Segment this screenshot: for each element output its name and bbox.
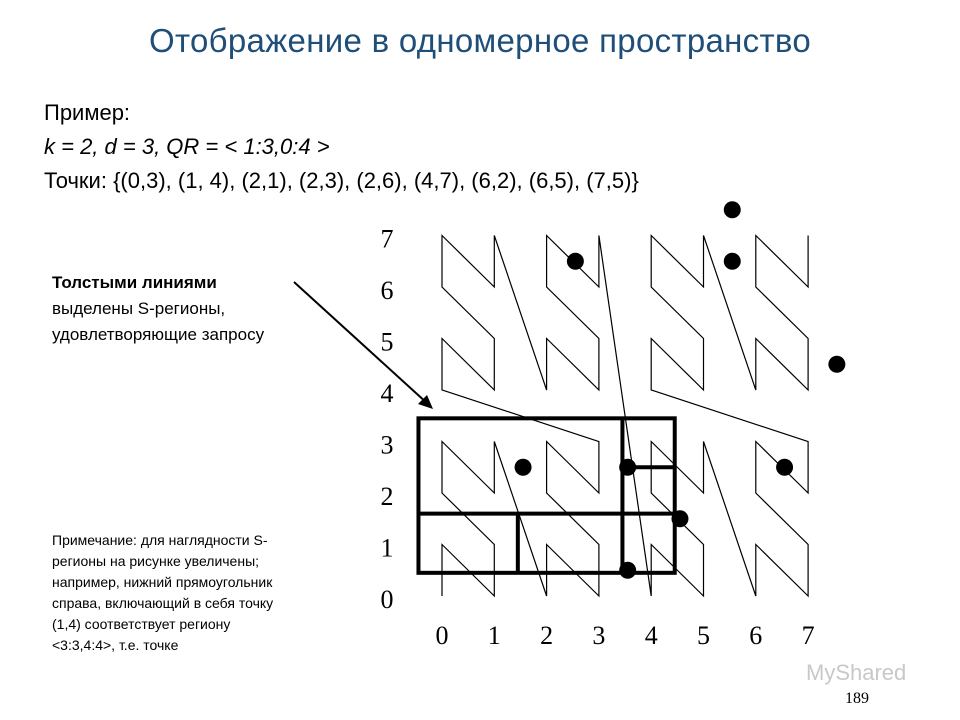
data-point	[828, 356, 845, 373]
slide-title: Отображение в одномерное пространство	[149, 22, 811, 59]
x-tick-label: 6	[749, 621, 763, 650]
y-tick-label: 5	[380, 327, 394, 357]
y-tick-label: 6	[380, 276, 394, 305]
annotation-line: удовлетворяющие запросу	[52, 325, 265, 344]
y-tick-label: 0	[380, 585, 394, 614]
x-tick-label: 0	[435, 621, 449, 650]
y-tick-label: 4	[380, 379, 394, 408]
z-curve	[442, 236, 808, 597]
x-tick-label: 5	[697, 621, 710, 650]
x-tick-label: 1	[487, 621, 501, 650]
annotation-line: выделены S-регионы,	[52, 299, 226, 318]
z-curve-path	[442, 236, 808, 597]
y-tick-label: 7	[380, 224, 394, 254]
x-axis-ticks	[436, 621, 815, 650]
y-tick-label: 2	[380, 482, 394, 511]
x-tick-label: 7	[801, 621, 815, 650]
y-axis-ticks	[381, 225, 394, 615]
data-point	[619, 459, 636, 476]
remark-line: например, нижний прямоугольник	[52, 574, 273, 590]
data-point	[724, 253, 741, 270]
example-params: k = 2, d = 3, QR = < 1:3,0:4 >	[44, 134, 330, 159]
remark-line: Примечание: для наглядности S-	[52, 532, 268, 548]
remark-line: <3:3,4:4>, т.е. точке	[52, 637, 179, 653]
annotation-bold: Толстыми линиями	[52, 273, 217, 292]
page-number: 189	[845, 690, 869, 707]
data-point	[671, 510, 688, 527]
data-point	[776, 459, 793, 476]
data-points	[515, 201, 846, 579]
y-tick-label: 1	[380, 533, 394, 563]
x-tick-label: 4	[644, 621, 658, 650]
example-points: Точки: {(0,3), (1, 4), (2,1), (2,3), (2,6), (4,7), (6,2), (6,5), (7,5)}	[44, 168, 639, 193]
x-tick-label: 3	[592, 621, 606, 650]
data-point	[724, 201, 741, 218]
x-tick-label: 2	[540, 621, 554, 650]
data-point	[567, 253, 584, 270]
example-heading: Пример:	[44, 100, 131, 125]
watermark-logo: MyShared	[806, 660, 907, 685]
data-point	[515, 459, 532, 476]
data-point	[619, 562, 636, 579]
annotation-arrow	[294, 282, 428, 404]
remark-line: (1,4) соответствует региону	[52, 616, 231, 632]
remark-line: регионы на рисунке увеличены;	[52, 553, 260, 569]
remark-line: справа, включающий в себя точку	[52, 595, 274, 611]
y-tick-label: 3	[380, 430, 394, 460]
